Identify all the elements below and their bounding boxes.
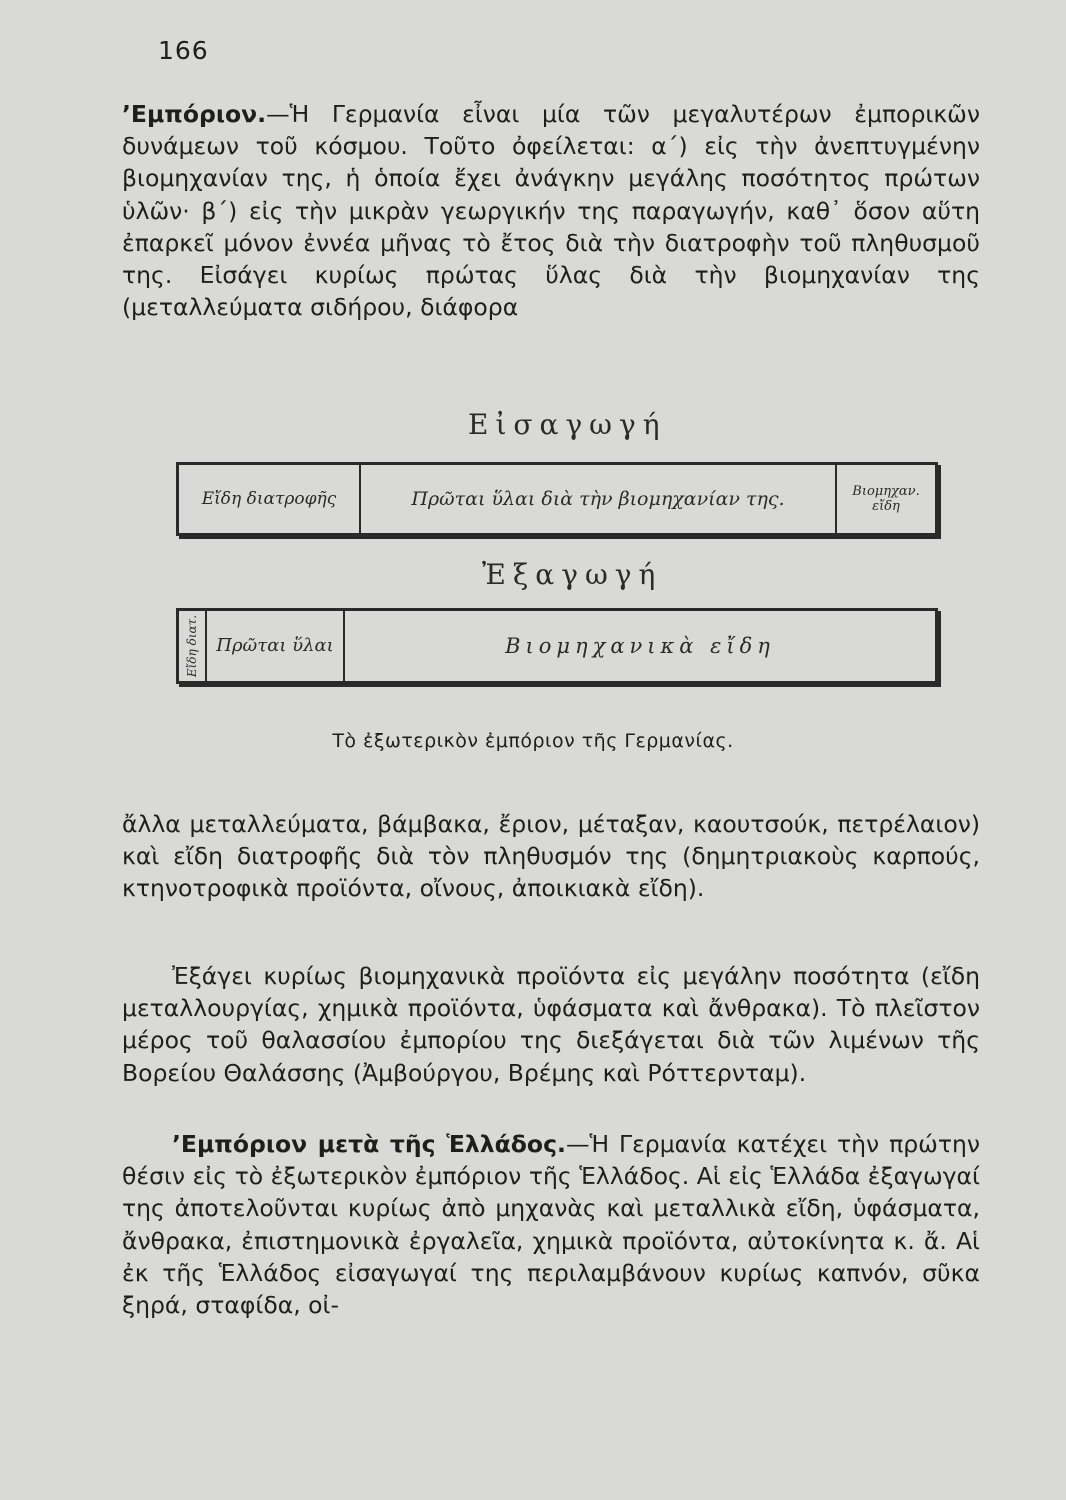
import-raw-materials-cell: Πρῶται ὕλαι διὰ τὴν βιομηχανίαν της.	[359, 465, 835, 533]
export-title: Ἐξαγωγή	[482, 558, 663, 591]
import-bar	[176, 462, 938, 536]
section-heading-commerce: ’Εμπόριον.	[122, 100, 267, 128]
paragraph-imports-continued: ἄλλα μεταλλεύματα, βάμβακα, ἔριον, μέταξαν, καουτσούκ, πετρέλαιον) καὶ εἴδη διατροφῆς διὰ τὸν πληθυσμόν της (δημητριακοὺς καρπούς, κτηνοτροφικὰ προϊόντα, οἴνους, ἀποικιακὰ εἴδη).	[122, 810, 980, 903]
import-title: Εἰσαγωγή	[468, 408, 667, 441]
import-industrial-cell: Βιομηχαν. εἴδη	[835, 465, 935, 533]
paragraph-commerce	[122, 98, 980, 323]
export-raw-materials-cell: Πρῶται ὕλαι	[205, 611, 343, 681]
export-food-label: Εἴδη διατ.	[185, 614, 199, 678]
section-heading-commerce-greece: ’Εμπόριον μετὰ τῆς Ἑλλάδος.	[172, 1130, 566, 1158]
paragraph-commerce-greece-text: —Ἡ Γερμανία κατέχει τὴν πρώτην θέσιν εἰς τὸ ἐξωτερικὸν ἐμπόριον τῆς Ἑλλάδος. Αἱ εἰς Ἑλλάδα ἐξαγωγαί της ἀποτελοῦνται κυρίως ἀπὸ μηχανὰς καὶ μεταλλικὰ εἴδη, ὑφάσματα, ἄνθρακα, ἐπιστημονικὰ ἐργαλεῖα, χημικὰ προϊόντα, αὐτοκίνητα κ. ἄ. Αἱ ἐκ τῆς Ἑλλάδος εἰσαγωγαί της περιλαμβάνουν κυρίως καπνόν, σῦκα ξηρά, σταφίδα, οἰ-	[122, 1130, 980, 1320]
paragraph-commerce-greece	[122, 1128, 980, 1321]
export-bar	[176, 608, 938, 684]
diagram-caption: Τὸ ἐξωτερικὸν ἐμπόριον τῆς Γερμανίας.	[332, 730, 734, 752]
paragraph-exports: Ἐξάγει κυρίως βιομηχανικὰ προϊόντα εἰς μεγάλην ποσότητα (εἴδη μεταλλουργίας, χημικὰ προϊόντα, ὑφάσματα καὶ ἄνθρακα). Τὸ πλεῖστον μέρος τοῦ θαλασσίου ἐμπορίου της διεξάγεται διὰ τῶν λιμένων τῆς Βορείου Θαλάσσης (Ἀμβούργου, Βρέμης καὶ Ρόττερνταμ).	[122, 962, 980, 1087]
export-industrial-cell: Βιομηχανικὰ εἴδη	[343, 611, 935, 681]
export-food-cell	[179, 611, 205, 681]
paragraph-commerce-text: —Ἡ Γερμανία εἶναι μία τῶν μεγαλυτέρων ἐμπορικῶν δυνάμεων τοῦ κόσμου. Τοῦτο ὀφείλεται: α΄) εἰς τὴν ἀνεπτυγμένην βιομηχανίαν της, ἡ ὁποία ἔχει ἀνάγκην μεγάλης ποσότητος πρώτων ὑλῶν· β΄) εἰς τὴν μικρὰν γεωργικήν της παραγωγήν, καθ᾽ ὅσον αὕτη ἐπαρκεῖ μόνον ἐννέα μῆνας τὸ ἔτος διὰ τὴν διατροφὴν τοῦ πληθυσμοῦ της. Εἰσάγει κυρίως πρώτας ὕλας διὰ τὴν βιομηχανίαν της (μεταλλεύματα σιδήρου, διάφορα	[122, 100, 980, 322]
page-number: 166	[158, 36, 209, 65]
import-food-cell: Εἴδη διατροφῆς	[201, 489, 337, 509]
